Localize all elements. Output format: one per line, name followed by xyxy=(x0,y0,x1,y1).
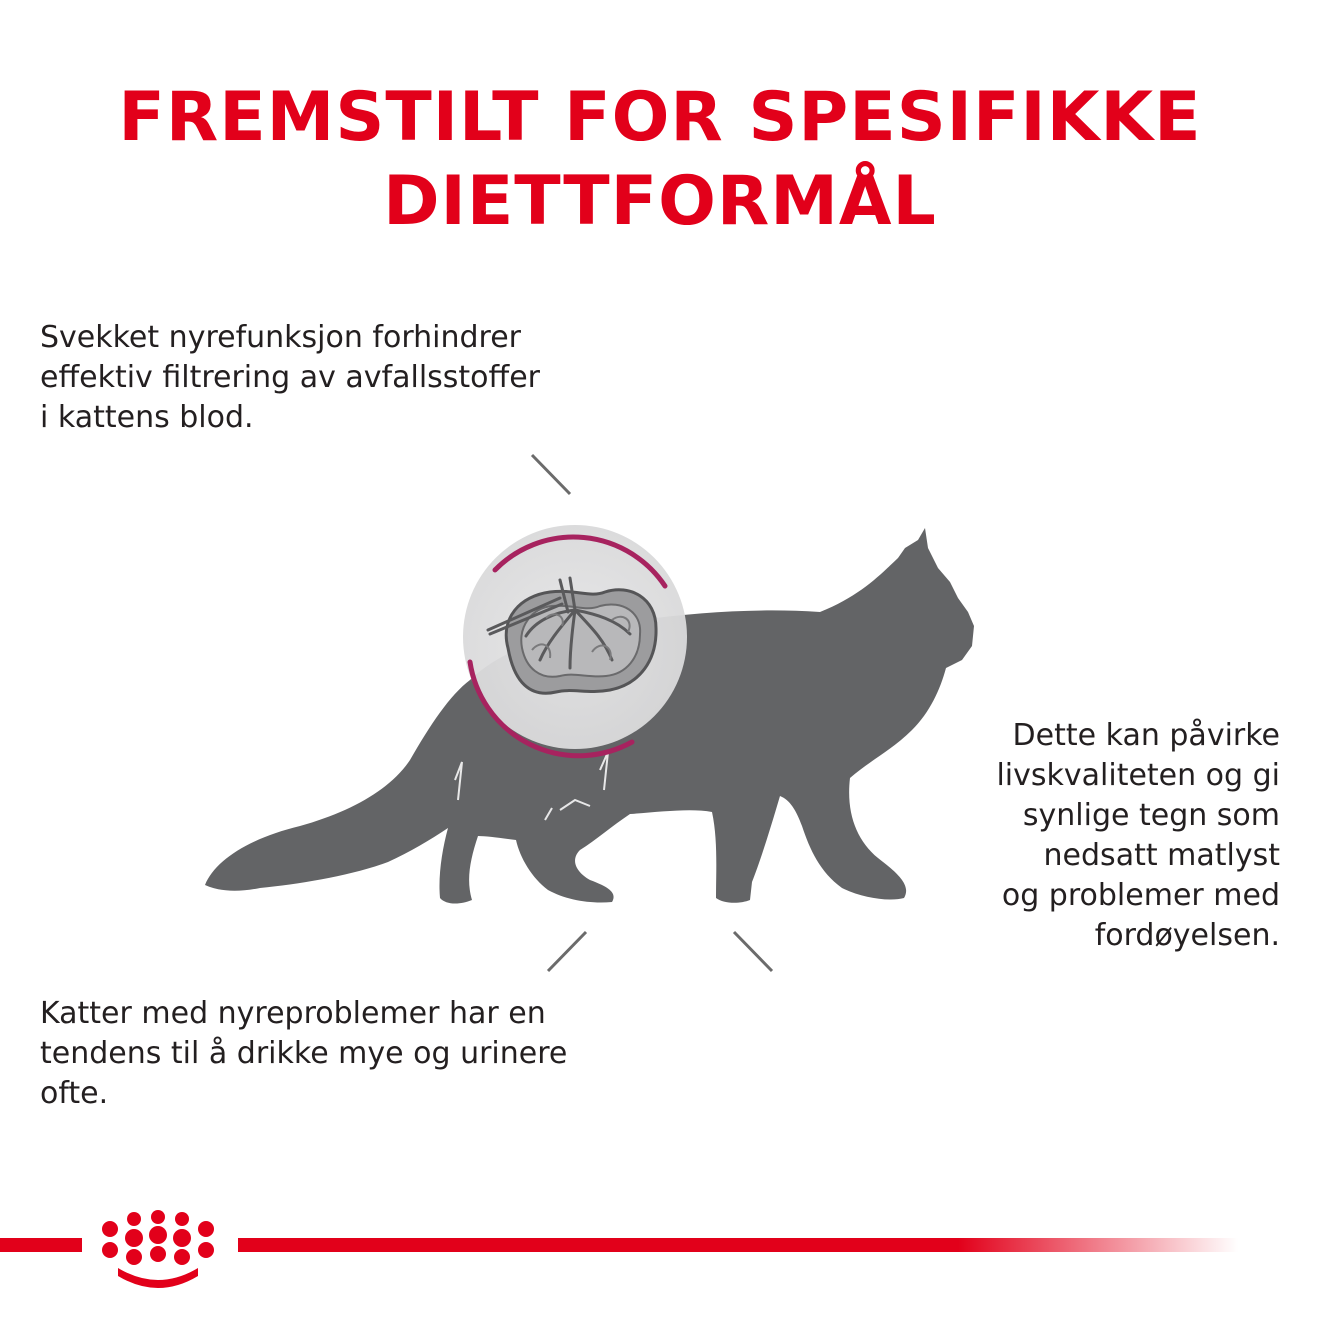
thirst-note-line-1: Katter med nyreproblemer har en xyxy=(40,996,546,1031)
kidney-note-line-3: i kattens blod. xyxy=(40,400,254,435)
thirst-note-line-3: ofte. xyxy=(40,1076,109,1111)
title-line-2: DIETTFORMÅL xyxy=(383,161,937,241)
leader-line-quality xyxy=(734,932,1280,971)
quality-note-line-4: nedsatt matlyst xyxy=(1043,838,1280,873)
title-line-1: FREMSTILT FOR SPESIFIKKE xyxy=(118,77,1202,157)
brand-footer xyxy=(0,1210,1238,1288)
thirst-note-line-2: tendens til å drikke mye og urinere xyxy=(40,1036,568,1071)
leader-line-kidney xyxy=(40,455,570,494)
quality-note-line-2: livskvaliteten og gi xyxy=(996,758,1280,793)
leader-line-thirst xyxy=(40,932,586,971)
quality-note-line-5: og problemer med xyxy=(1001,878,1280,913)
quality-note-line-3: synlige tegn som xyxy=(1022,798,1280,833)
kidney-note-line-1: Svekket nyrefunksjon forhindrer xyxy=(40,320,522,355)
quality-note-line-1: Dette kan påvirke xyxy=(1012,718,1280,753)
kidney-note-line-2: effektiv filtrering av avfallsstoffer xyxy=(40,360,540,395)
quality-note-line-6: fordøyelsen. xyxy=(1094,918,1280,953)
royal-canin-crown-logo xyxy=(102,1210,214,1288)
